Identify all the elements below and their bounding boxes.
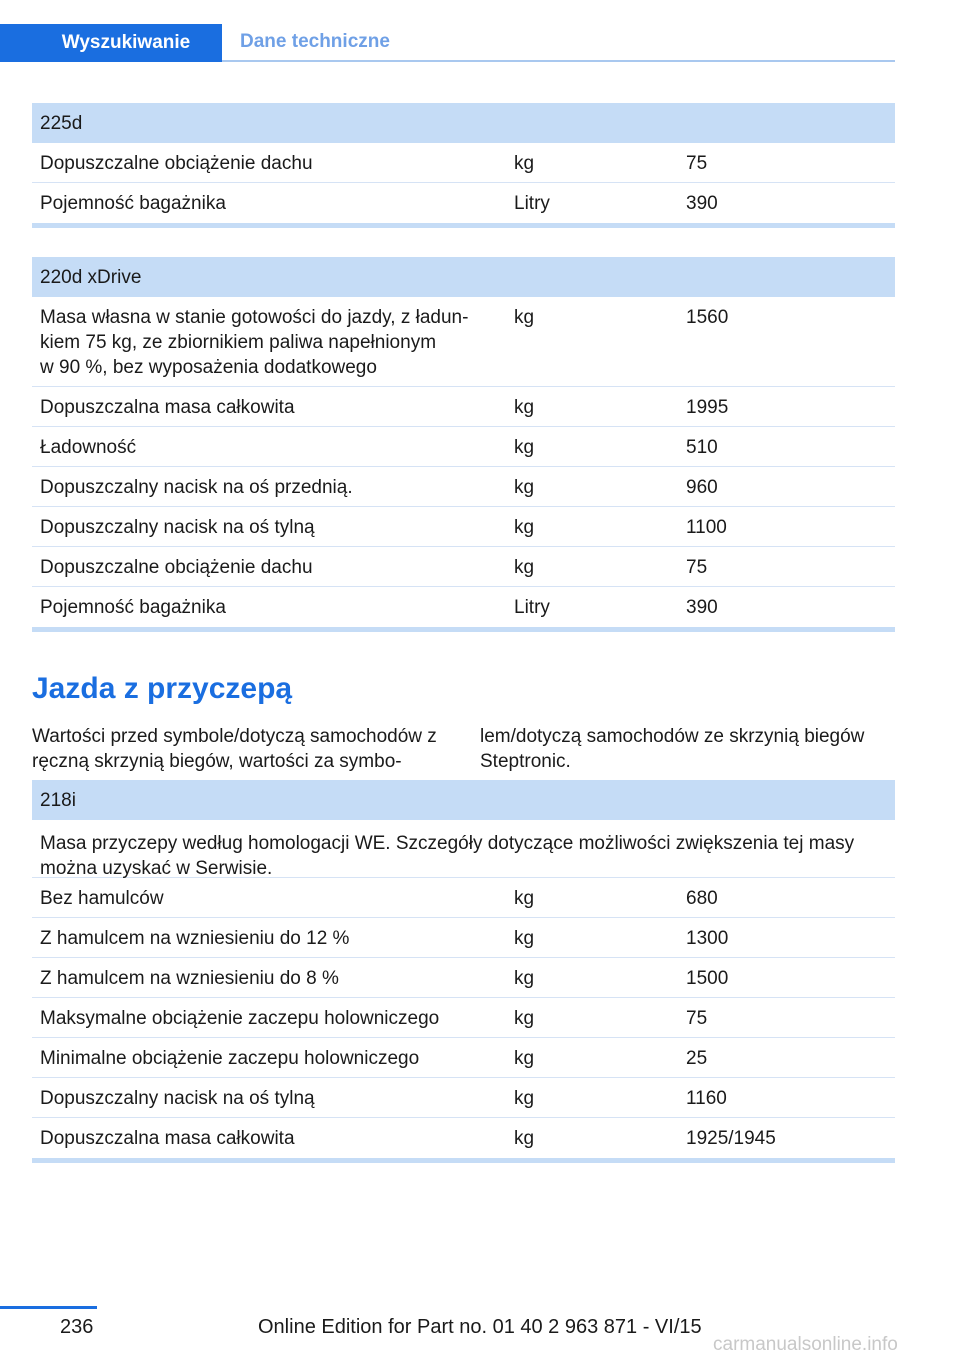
row-label: Pojemność bagażnika [40, 193, 226, 214]
table-225d [32, 103, 895, 228]
row-value: 390 [686, 193, 718, 214]
row-value: 680 [686, 888, 718, 909]
intro-text-left: Wartości przed symbole/dotyczą samochodów z ręczną skrzynią biegów, wartości za symbo- [32, 726, 437, 772]
row-value: 75 [686, 153, 708, 174]
row-label: Dopuszczalna masa całkowita [40, 1128, 295, 1149]
table-title [32, 103, 895, 143]
row-label: Dopuszczalne obciążenie dachu [40, 153, 313, 174]
row-label: Dopuszczalny nacisk na oś przednią. [40, 477, 353, 498]
row-label: Dopuszczalny nacisk na oś tylną [40, 1088, 315, 1109]
row-label: Maksymalne obciążenie zaczepu holowniczego [40, 1008, 440, 1029]
row-unit: kg [514, 1008, 535, 1029]
row-label: Ładowność [40, 437, 137, 458]
table-row [32, 297, 895, 387]
row-label: Pojemność bagażnika [40, 597, 226, 618]
row-unit: kg [514, 968, 535, 989]
row-unit: kg [514, 1048, 535, 1069]
page-header [0, 24, 895, 62]
table-title-text: 220d xDrive [40, 267, 142, 288]
table-title [32, 780, 895, 820]
tab-wyszukiwanie[interactable]: Wyszukiwanie [0, 24, 222, 62]
row-unit: kg [514, 397, 535, 418]
row-value: 1560 [686, 307, 729, 328]
table-end-rule [32, 1158, 895, 1163]
row-label: Minimalne obciążenie zaczepu holowniczego [40, 1048, 420, 1069]
row-unit: Litry [514, 193, 550, 214]
footer-rule [0, 1306, 97, 1309]
table-218i [32, 780, 895, 1163]
tab-dane-techniczne[interactable]: Dane techniczne [240, 31, 390, 52]
row-value: 1160 [686, 1088, 727, 1109]
row-value: 1300 [686, 928, 729, 949]
row-unit: kg [514, 557, 535, 578]
table-row [32, 1078, 895, 1118]
table-title [32, 257, 895, 297]
watermark: carmanualsonline.info [713, 1334, 898, 1355]
intro-text-right: lem/dotyczą samochodów ze skrzynią biegów Steptronic. [480, 726, 865, 772]
row-label: Bez hamulców [40, 888, 164, 909]
page-number: 236 [60, 1316, 94, 1338]
table-note-row [32, 820, 895, 878]
table-title-text: 218i [40, 790, 76, 811]
table-row [32, 143, 895, 183]
table-row [32, 467, 895, 507]
row-unit: kg [514, 153, 535, 174]
table-end-rule [32, 627, 895, 632]
table-end-rule [32, 223, 895, 228]
table-row [32, 918, 895, 958]
edition-text: Online Edition for Part no. 01 40 2 963 871 - VI/15 [258, 1316, 702, 1338]
row-unit: kg [514, 477, 535, 498]
row-value: 390 [686, 597, 718, 618]
row-value: 1500 [686, 968, 729, 989]
row-value: 1100 [686, 517, 727, 538]
row-value: 75 [686, 557, 708, 578]
row-value: 75 [686, 1008, 708, 1029]
row-value: 510 [686, 437, 718, 458]
row-value: 960 [686, 477, 718, 498]
row-label: Dopuszczalny nacisk na oś tylną [40, 517, 315, 538]
row-label: Z hamulcem na wzniesieniu do 8 % [40, 968, 339, 989]
row-unit: kg [514, 1128, 535, 1149]
row-unit: Litry [514, 597, 550, 618]
table-row [32, 507, 895, 547]
row-label: Z hamulcem na wzniesieniu do 12 % [40, 928, 350, 949]
row-label: Dopuszczalna masa całkowita [40, 397, 295, 418]
table-row [32, 958, 895, 998]
table-row [32, 183, 895, 223]
table-note: Masa przyczepy według homologacji WE. Szczegóły dotyczące możliwości zwiększenia tej masy można uzyskać w Serwisie. [40, 833, 855, 879]
row-unit: kg [514, 437, 535, 458]
row-unit: kg [514, 928, 535, 949]
row-unit: kg [514, 517, 535, 538]
table-row [32, 587, 895, 627]
row-value: 1995 [686, 397, 729, 418]
row-unit: kg [514, 888, 535, 909]
table-title-text: 225d [40, 113, 83, 134]
table-row [32, 547, 895, 587]
row-unit: kg [514, 1088, 535, 1109]
table-row [32, 878, 895, 918]
row-value: 1925/1945 [686, 1128, 776, 1149]
row-label: Masa własna w stanie gotowości do jazdy, z ładun- kiem 75 kg, ze zbiornikiem paliwa napełnionym w 90 %, bez wyposażenia dodatkowego [40, 307, 469, 378]
row-label: Dopuszczalne obciążenie dachu [40, 557, 313, 578]
section-heading: Jazda z przyczepą [32, 672, 293, 705]
table-row [32, 998, 895, 1038]
row-value: 25 [686, 1048, 708, 1069]
table-row [32, 427, 895, 467]
row-unit: kg [514, 307, 535, 328]
table-row [32, 1118, 895, 1158]
table-row [32, 387, 895, 427]
table-220d-xdrive [32, 257, 895, 632]
table-row [32, 1038, 895, 1078]
